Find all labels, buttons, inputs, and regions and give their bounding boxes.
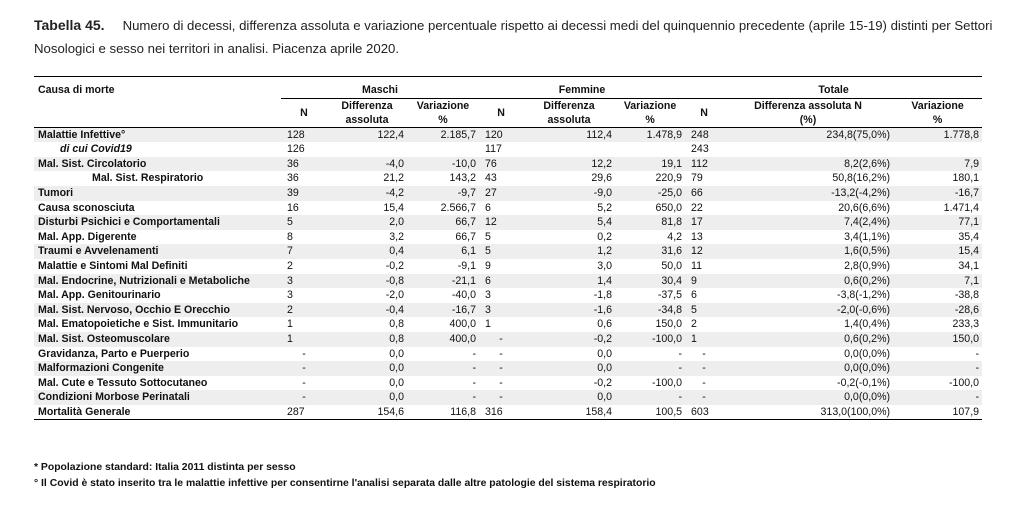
cell-totale-n: 1 (685, 332, 723, 347)
cell-totale-var: 7,1 (893, 274, 982, 289)
cell-femmine-var: - (678, 347, 683, 360)
cell-maschi-var: 6,1 (407, 244, 479, 259)
cell-femmine-var: 150,0 (655, 318, 683, 331)
table-row (34, 288, 982, 303)
cell-femmine-n: 12 (479, 215, 523, 230)
header-totale-diff: Differenza assoluta N (%) (723, 98, 893, 127)
cell-femmine-n: - (479, 361, 523, 376)
cell-maschi-n: 36 (281, 157, 327, 172)
cell-maschi-var: -10,0 (407, 157, 479, 172)
cell-totale-var: 34,1 (958, 259, 980, 272)
cell-maschi-n: 2 (281, 303, 327, 318)
cell-cause: Gravidanza, Parto e Puerperio (38, 347, 190, 360)
cell-cause: Traumi e Avvelenamenti (34, 244, 281, 259)
cell-totale-diff: 3,4(1,1%) (844, 230, 891, 243)
cell-maschi-diff: -0,2 (385, 259, 404, 272)
cell-femmine-n: 316 (479, 405, 523, 420)
cell-maschi-n: 126 (287, 143, 305, 156)
cell-femmine-diff: 3,0 (597, 259, 613, 272)
cell-maschi-diff (327, 142, 407, 157)
cell-totale-diff: 0,6(0,2%) (723, 274, 893, 289)
cell-femmine-var: 220,9 (655, 172, 683, 185)
cell-femmine-diff: 0,0 (523, 361, 615, 376)
cell-totale-var: 107,9 (893, 405, 982, 420)
cell-femmine-n: 3 (479, 303, 523, 318)
table-row (34, 274, 982, 289)
cell-femmine-n: 5 (485, 230, 491, 243)
cell-maschi-diff: 0,0 (389, 347, 404, 360)
header-group-row (34, 83, 982, 98)
table-row (34, 215, 982, 230)
header-totale-n: N (685, 98, 723, 127)
cell-maschi-n: 2 (287, 259, 293, 272)
cell-femmine-n: - (499, 347, 503, 360)
cell-maschi-diff: 0,0 (327, 390, 407, 405)
cell-maschi-var: -9,1 (457, 259, 477, 272)
cell-maschi-var: 66,7 (407, 215, 479, 230)
table-row (34, 244, 982, 259)
cell-femmine-var: -25,0 (615, 186, 685, 201)
cell-totale-var: - (893, 390, 982, 405)
cell-maschi-n: - (281, 390, 327, 405)
cell-totale-diff: 50,8(16,2%) (832, 172, 891, 185)
header-femmine: Femmine (479, 83, 685, 98)
cell-femmine-var: - (615, 390, 685, 405)
cell-totale-n: 11 (691, 259, 703, 272)
cell-cause: Mal. Ematopoietiche e Sist. Immunitario (38, 318, 239, 331)
cell-maschi-var: - (407, 390, 479, 405)
cell-totale-n: 5 (685, 303, 723, 318)
cell-cause: di cui Covid19 (60, 143, 132, 156)
table-row (34, 376, 982, 391)
cell-femmine-diff: 0,2 (597, 230, 613, 243)
header-femmine-diff: Differenza assoluta (523, 98, 615, 127)
top-rule (34, 76, 982, 77)
cell-totale-n: 13 (691, 230, 703, 243)
table-row (34, 347, 982, 362)
cell-maschi-diff: 0,0 (327, 361, 407, 376)
cell-totale-var: 1.778,8 (893, 127, 982, 142)
cell-totale-n: 248 (685, 127, 723, 142)
cell-maschi-diff: -0,8 (327, 274, 407, 289)
cell-femmine-n: 27 (479, 186, 523, 201)
table-caption (34, 14, 994, 60)
cell-totale-diff: -3,8(-1,2%) (837, 289, 891, 302)
cell-totale-var: -16,7 (893, 186, 982, 201)
cell-femmine-diff: 12,2 (523, 157, 615, 172)
note-standard-population: * Popolazione standard: Italia 2011 distinta per sesso (34, 462, 296, 473)
header-maschi-diff: Differenza assoluta (327, 98, 407, 127)
cell-maschi-n: 16 (287, 201, 299, 214)
cell-totale-diff: 0,0(0,0%) (723, 390, 893, 405)
cell-femmine-diff: -0,2 (593, 376, 613, 389)
cell-cause: Condizioni Morbose Perinatali (34, 390, 281, 405)
cell-femmine-n: - (479, 332, 523, 347)
cell-maschi-var: 143,2 (449, 172, 477, 185)
cell-femmine-var: 50,0 (661, 259, 683, 272)
table-notes (34, 460, 982, 491)
cell-maschi-var: 116,8 (407, 405, 479, 420)
cell-maschi-diff: -4,2 (327, 186, 407, 201)
cell-maschi-diff: 21,2 (383, 172, 404, 185)
cell-maschi-var (407, 142, 479, 157)
cell-maschi-var: - (407, 361, 479, 376)
header-cause: Causa di morte (34, 83, 281, 127)
cell-maschi-diff: 154,6 (327, 405, 407, 420)
cell-maschi-diff: 122,4 (327, 127, 407, 142)
cell-femmine-diff (523, 142, 615, 157)
header-maschi-n: N (281, 98, 327, 127)
cell-maschi-diff: 0,0 (389, 376, 404, 389)
cell-femmine-diff: 1,2 (523, 244, 615, 259)
cell-femmine-n: - (479, 390, 523, 405)
cell-maschi-n: 36 (287, 172, 299, 185)
cell-totale-n: 6 (691, 289, 697, 302)
table-row (34, 317, 982, 332)
cell-femmine-diff: 1,4 (523, 274, 615, 289)
cell-totale-var: -28,6 (893, 303, 982, 318)
cell-totale-n: 603 (685, 405, 723, 420)
cell-femmine-diff: 112,4 (523, 127, 615, 142)
cell-totale-n: 22 (691, 201, 703, 214)
caption-text: Numero di decessi, differenza assoluta e variazione percentuale rispetto ai decessi medi del quinquennio precedente (aprile 15-19) distinti per Settori Nosologici e sesso nei territori in analisi. Piacenza aprile 2020. (34, 18, 993, 56)
cell-femmine-diff: 0,6 (597, 318, 613, 331)
cell-maschi-diff: 0,8 (327, 332, 407, 347)
cell-totale-var: 15,4 (893, 244, 982, 259)
cell-femmine-n: 3 (485, 289, 491, 302)
table-row (34, 361, 982, 376)
cell-totale-var: -38,8 (954, 289, 980, 302)
cell-totale-diff: 20,6(6,6%) (838, 201, 891, 214)
cell-femmine-var: 650,0 (655, 201, 683, 214)
cell-femmine-var: -100,0 (615, 332, 685, 347)
cell-totale-diff: 1,6(0,5%) (723, 244, 893, 259)
cell-femmine-n: 1 (485, 318, 491, 331)
cell-maschi-n: 8 (287, 230, 293, 243)
cell-femmine-n: - (499, 376, 503, 389)
cell-femmine-var: 1.478,9 (615, 127, 685, 142)
cell-femmine-diff: -0,2 (523, 332, 615, 347)
cell-maschi-var: -9,7 (407, 186, 479, 201)
cell-femmine-n: 117 (485, 143, 502, 156)
header-femmine-var: Variazione % (615, 98, 685, 127)
cell-totale-n: 79 (691, 172, 703, 185)
header-maschi-var: Variazione % (407, 98, 479, 127)
cell-maschi-n: 128 (281, 127, 327, 142)
cell-femmine-var: 31,6 (615, 244, 685, 259)
cell-femmine-var: 4,2 (667, 230, 683, 243)
table-row (34, 127, 982, 142)
cell-femmine-n: 6 (479, 274, 523, 289)
table-body (34, 127, 982, 420)
header-totale-var: Variazione % (893, 98, 982, 127)
mortality-table (34, 83, 982, 420)
cell-femmine-var (615, 142, 685, 157)
cell-maschi-diff: -4,0 (327, 157, 407, 172)
cell-maschi-n: 3 (287, 289, 293, 302)
cell-cause: Mal. Sist. Circolatorio (34, 157, 281, 172)
cell-totale-n: 2 (691, 318, 697, 331)
cell-maschi-diff: 2,0 (327, 215, 407, 230)
cell-maschi-n: - (302, 347, 306, 360)
cell-femmine-var: 100,5 (615, 405, 685, 420)
cell-maschi-n: 287 (281, 405, 327, 420)
table-row (34, 230, 982, 245)
cell-maschi-diff: 0,8 (389, 318, 404, 331)
cell-totale-n: 66 (685, 186, 723, 201)
cell-totale-diff: 234,8(75,0%) (723, 127, 893, 142)
cell-femmine-diff: 0,0 (523, 390, 615, 405)
header-femmine-n: N (479, 98, 523, 127)
cell-totale-diff: -13,2(-4,2%) (723, 186, 893, 201)
cell-maschi-diff: 0,4 (327, 244, 407, 259)
cell-totale-diff: 1,4(0,4%) (844, 318, 891, 331)
cell-femmine-n: 120 (479, 127, 523, 142)
cell-femmine-diff: 158,4 (523, 405, 615, 420)
cell-totale-diff (723, 142, 893, 157)
cell-totale-var: - (975, 347, 980, 360)
cell-maschi-diff: -0,4 (327, 303, 407, 318)
cell-totale-diff: 7,4(2,4%) (723, 215, 893, 230)
cell-totale-var: 7,9 (893, 157, 982, 172)
cell-totale-var: 150,0 (893, 332, 982, 347)
cell-maschi-var: 66,7 (455, 230, 477, 243)
cell-maschi-var: -40,0 (451, 289, 477, 302)
cell-maschi-n: 7 (281, 244, 327, 259)
cell-cause: Malattie Infettive° (34, 127, 281, 142)
cell-femmine-diff: -9,0 (523, 186, 615, 201)
cell-femmine-var: -34,8 (615, 303, 685, 318)
cell-totale-var: - (893, 361, 982, 376)
cell-maschi-n: 1 (287, 318, 293, 331)
cell-maschi-var: - (472, 347, 477, 360)
cell-femmine-n: 76 (479, 157, 523, 172)
cell-totale-var: 233,3 (952, 318, 980, 331)
cell-totale-var: 1.471,4 (943, 201, 980, 214)
table-number: Tabella 45. (34, 17, 105, 33)
header-totale: Totale (685, 83, 982, 98)
cell-cause: Mal. Sist. Nervoso, Occhio E Orecchio (34, 303, 281, 318)
cell-maschi-diff: 3,2 (389, 230, 404, 243)
header-maschi: Maschi (281, 83, 479, 98)
cell-maschi-n: 1 (281, 332, 327, 347)
cell-maschi-diff: 15,4 (383, 201, 404, 214)
table-row (34, 303, 982, 318)
cell-totale-var (893, 142, 982, 157)
cell-totale-var: 180,1 (952, 172, 980, 185)
cell-femmine-diff: 29,6 (591, 172, 613, 185)
note-covid: ° Il Covid è stato inserito tra le malattie infettive per consentirne l'analisi separata dalle altre patologie del sistema respiratorio (34, 477, 656, 489)
cell-femmine-n: 5 (479, 244, 523, 259)
cell-maschi-var: -16,7 (407, 303, 479, 318)
cell-totale-n: 243 (691, 143, 709, 156)
cell-maschi-n: 3 (281, 274, 327, 289)
cell-femmine-var: -37,5 (657, 289, 683, 302)
cell-maschi-var: 2.185,7 (407, 127, 479, 142)
cell-cause: Malformazioni Congenite (34, 361, 281, 376)
cell-cause: Mal. Cute e Tessuto Sottocutaneo (38, 376, 208, 389)
cell-cause: Causa sconosciuta (38, 201, 135, 214)
cell-femmine-n: 9 (485, 259, 491, 272)
cell-femmine-var: - (615, 361, 685, 376)
cell-totale-diff: 0,0(0,0%) (844, 347, 891, 360)
cell-cause: Mal. Sist. Osteomuscolare (34, 332, 281, 347)
cell-totale-diff: 313,0(100,0%) (723, 405, 893, 420)
cell-maschi-n: 39 (281, 186, 327, 201)
table-row (34, 405, 982, 420)
cell-totale-diff: 0,0(0,0%) (723, 361, 893, 376)
cell-cause: Mal. App. Genitourinario (38, 289, 161, 302)
cell-femmine-n: 6 (485, 201, 491, 214)
table-row (34, 171, 982, 186)
cell-cause: Mal. Sist. Respiratorio (92, 172, 204, 185)
table-row (34, 259, 982, 274)
table-row (34, 201, 982, 216)
cell-totale-n: 9 (685, 274, 723, 289)
cell-cause: Malattie e Sintomi Mal Definiti (38, 259, 188, 272)
cell-femmine-diff: -1,8 (593, 289, 613, 302)
cell-femmine-diff: -1,6 (523, 303, 615, 318)
cell-maschi-n: - (281, 361, 327, 376)
cell-maschi-n: - (302, 376, 306, 389)
cell-totale-diff: 0,6(0,2%) (723, 332, 893, 347)
table-row (34, 332, 982, 347)
cell-femmine-var: 30,4 (615, 274, 685, 289)
cell-totale-n: - (702, 376, 706, 389)
cell-totale-diff: -2,0(-0,6%) (723, 303, 893, 318)
cell-cause: Mal. App. Digerente (38, 230, 137, 243)
cell-cause: Mortalità Generale (34, 405, 281, 420)
cell-maschi-var: 2.566,7 (440, 201, 477, 214)
cell-totale-n: - (702, 347, 706, 360)
cell-femmine-diff: 5,4 (523, 215, 615, 230)
cell-totale-n: - (685, 361, 723, 376)
cell-totale-var: 77,1 (893, 215, 982, 230)
cell-totale-diff: -0,2(-0,1%) (837, 376, 891, 389)
cell-femmine-n: 43 (485, 172, 497, 185)
cell-totale-diff: 8,2(2,6%) (723, 157, 893, 172)
cell-femmine-var: 19,1 (615, 157, 685, 172)
cell-maschi-var: - (472, 376, 477, 389)
cell-maschi-var: 400,0 (449, 318, 477, 331)
cell-totale-diff: 2,8(0,9%) (844, 259, 891, 272)
cell-totale-n: 112 (685, 157, 723, 172)
cell-totale-var: 35,4 (958, 230, 980, 243)
cell-maschi-diff: -2,0 (385, 289, 404, 302)
cell-maschi-var: -21,1 (407, 274, 479, 289)
table-row (34, 186, 982, 201)
cell-cause: Tumori (34, 186, 281, 201)
table-row (34, 390, 982, 405)
cell-femmine-var: 81,8 (615, 215, 685, 230)
cell-totale-n: - (685, 390, 723, 405)
cell-femmine-var: -100,0 (651, 376, 683, 389)
cell-femmine-diff: 5,2 (597, 201, 613, 214)
cell-cause: Mal. Endocrine, Nutrizionali e Metaboliche (34, 274, 281, 289)
table-row (34, 157, 982, 172)
cell-totale-var: -100,0 (948, 376, 980, 389)
cell-totale-n: 12 (685, 244, 723, 259)
cell-maschi-var: 400,0 (407, 332, 479, 347)
cell-femmine-diff: 0,0 (597, 347, 613, 360)
cell-maschi-n: 5 (281, 215, 327, 230)
table-row (34, 142, 982, 157)
cell-cause: Disturbi Psichici e Comportamentali (34, 215, 281, 230)
cell-totale-n: 17 (685, 215, 723, 230)
